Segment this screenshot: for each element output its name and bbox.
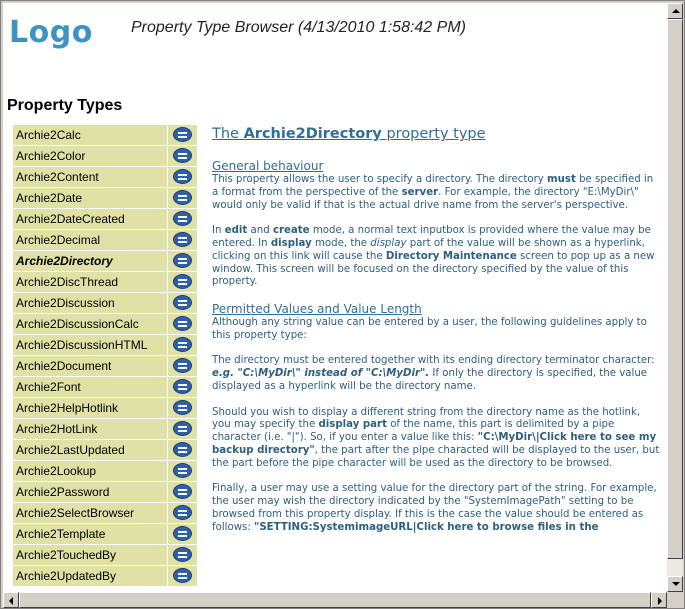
property-type-row — [13, 167, 198, 188]
list-detail-icon[interactable] — [173, 463, 192, 478]
section-heading-general-behaviour: General behaviour — [212, 159, 324, 173]
property-type-link[interactable]: Archie2Date — [13, 188, 167, 208]
general-behaviour-paragraph-2: In edit and create mode, a normal text inputbox is provided where the value may be entered. In display mode, the display part of the value will be shown as a hyperlink, clicking on this link will cause the Directory Maintenance screen to pop up as a new window. This screen will be focused on the directory specified by the value of this property. — [212, 225, 655, 288]
property-type-link[interactable]: Archie2Font — [13, 377, 167, 397]
list-detail-icon[interactable] — [173, 358, 192, 373]
property-type-link[interactable]: Archie2Template — [13, 524, 167, 544]
property-type-row — [13, 482, 198, 503]
property-type-row — [13, 272, 198, 293]
scroll-down-button[interactable] — [667, 576, 683, 592]
list-detail-icon[interactable] — [173, 442, 192, 457]
property-type-row — [13, 230, 198, 251]
property-type-link[interactable]: Archie2DiscussionHTML — [13, 335, 167, 355]
property-type-button-cell — [167, 230, 197, 250]
property-type-link[interactable]: Archie2SelectBrowser — [13, 503, 167, 523]
property-description — [212, 125, 660, 547]
property-type-button-cell — [167, 146, 197, 166]
page-title: Property Type Browser (4/13/2010 1:58:42 PM) — [131, 19, 466, 36]
property-type-button-cell — [167, 398, 197, 418]
property-type-row — [13, 440, 198, 461]
list-detail-icon[interactable] — [173, 274, 192, 289]
property-type-row — [13, 566, 198, 587]
list-detail-icon[interactable] — [173, 148, 192, 163]
list-detail-icon[interactable] — [173, 568, 192, 583]
property-type-button-cell — [167, 314, 197, 334]
general-behaviour-paragraph-1: This property allows the user to specify a directory. The directory must be specified in a format from the perspective of the server. For example, the directory "E:\MyDir\" would only be valid if that is the actual drive name from the server's perspective. — [212, 174, 654, 211]
property-type-row — [13, 335, 198, 356]
property-type-link[interactable]: Archie2Content — [13, 167, 167, 187]
scrollbar-corner — [667, 592, 683, 608]
property-type-row — [13, 314, 198, 335]
scroll-left-button[interactable] — [3, 592, 19, 608]
property-type-row — [13, 377, 198, 398]
property-type-link[interactable]: Archie2Decimal — [13, 230, 167, 250]
permitted-values-paragraph-3: Should you wish to display a different string from the directory name as the hotlink, you may specify the display part of the name, this part is delimited by a pipe character (i.e. "|"). So, if you enter a value like this: "C:\MyDir\|Click here to see my backup directory", the part after the pipe characted will be displayed to the user, but the part before the pipe character will be used as the directory to be browsed. — [212, 406, 660, 469]
list-detail-icon[interactable] — [173, 400, 192, 415]
list-detail-icon[interactable] — [173, 547, 192, 562]
property-type-link[interactable]: Archie2LastUpdated — [13, 440, 167, 460]
property-type-button-cell — [167, 377, 197, 397]
property-type-row — [13, 293, 198, 314]
list-detail-icon[interactable] — [173, 505, 192, 520]
scroll-up-button[interactable] — [667, 3, 683, 19]
property-type-button-cell — [167, 482, 197, 502]
list-detail-icon[interactable] — [173, 379, 192, 394]
arrow-right-icon — [658, 597, 662, 605]
property-type-button-cell — [167, 545, 197, 565]
property-type-link[interactable]: Archie2Lookup — [13, 461, 167, 481]
property-type-button-cell — [167, 167, 197, 187]
property-type-button-cell — [167, 125, 197, 145]
horizontal-scroll-thumb[interactable] — [19, 592, 651, 608]
section-heading-permitted-values: Permitted Values and Value Length — [212, 301, 422, 316]
property-type-button-cell — [167, 188, 197, 208]
list-detail-icon[interactable] — [173, 190, 192, 205]
property-type-row — [13, 125, 198, 146]
property-type-button-cell — [167, 209, 197, 229]
property-type-button-cell — [167, 356, 197, 376]
property-type-button-cell — [167, 272, 197, 292]
property-type-link[interactable]: Archie2DiscThread — [13, 272, 167, 292]
list-detail-icon[interactable] — [173, 232, 192, 247]
property-type-button-cell — [167, 251, 197, 271]
property-type-row — [13, 251, 198, 272]
logo: Logo — [9, 15, 93, 50]
property-type-button-cell — [167, 419, 197, 439]
property-type-row — [13, 398, 198, 419]
list-detail-icon[interactable] — [173, 169, 192, 184]
property-type-button-cell — [167, 461, 197, 481]
property-type-button-cell — [167, 524, 197, 544]
property-type-row — [13, 524, 198, 545]
property-type-link[interactable]: Archie2Discussion — [13, 293, 167, 313]
property-type-button-cell — [167, 566, 197, 586]
arrow-up-icon — [672, 9, 680, 13]
list-detail-icon[interactable] — [173, 295, 192, 310]
permitted-values-paragraph-4: Finally, a user may use a setting value for the directory part of the string. For example, the user may wish the directory indicated by the "SystemImagePath" setting to be browsed from this property display. If this is the case the value should be entered as follows: "SETTING:SystemimageURL|Click here to browse files in the — [212, 483, 657, 533]
vertical-scroll-thumb[interactable] — [667, 19, 683, 559]
property-type-link[interactable]: Archie2Document — [13, 356, 167, 376]
property-type-link[interactable]: Archie2Calc — [13, 125, 167, 145]
property-type-button-cell — [167, 293, 197, 313]
property-type-row — [13, 356, 198, 377]
list-detail-icon[interactable] — [173, 421, 192, 436]
property-type-row — [13, 209, 198, 230]
property-type-row — [13, 545, 198, 566]
list-detail-icon[interactable] — [173, 211, 192, 226]
property-type-row — [13, 461, 198, 482]
property-type-link[interactable]: Archie2HotLink — [13, 419, 167, 439]
property-type-row — [13, 146, 198, 167]
property-type-list — [13, 125, 198, 587]
arrow-left-icon — [9, 597, 13, 605]
property-type-button-cell — [167, 335, 197, 355]
property-type-button-cell — [167, 503, 197, 523]
property-type-link[interactable]: Archie2DateCreated — [13, 209, 167, 229]
property-type-link[interactable]: Archie2Color — [13, 146, 167, 166]
property-type-button-cell — [167, 440, 197, 460]
page-viewport — [3, 3, 667, 592]
property-type-row — [13, 188, 198, 209]
property-type-link[interactable]: Archie2Password — [13, 482, 167, 502]
list-detail-icon[interactable] — [173, 526, 192, 541]
property-type-row — [13, 419, 198, 440]
arrow-down-icon — [672, 582, 680, 586]
description-heading: The Archie2Directory property type — [212, 126, 486, 142]
permitted-values-paragraph-2: The directory must be entered together with its ending directory terminator character: e.g. "C:\MyDir\" instead of "C:\MyDir". If only the directory is specified, the value displayed as a hyperlink will be the directory name. — [212, 355, 655, 392]
property-type-link[interactable]: Archie2UpdatedBy — [13, 566, 167, 586]
horizontal-scrollbar[interactable] — [3, 592, 667, 608]
property-type-link[interactable]: Archie2TouchedBy — [13, 545, 167, 565]
scroll-right-button[interactable] — [651, 592, 667, 608]
list-detail-icon[interactable] — [173, 253, 192, 268]
property-type-row — [13, 503, 198, 524]
property-type-link[interactable]: Archie2DiscussionCalc — [13, 314, 167, 334]
list-detail-icon[interactable] — [173, 127, 192, 142]
property-type-link[interactable]: Archie2HelpHotlink — [13, 398, 167, 418]
property-types-heading: Property Types — [7, 97, 123, 114]
permitted-values-paragraph-1: Although any string value can be entered by a user, the following guidelines apply to this property type: — [212, 316, 647, 341]
list-detail-icon[interactable] — [173, 484, 192, 499]
list-detail-icon[interactable] — [173, 316, 192, 331]
vertical-scrollbar[interactable] — [667, 3, 683, 592]
list-detail-icon[interactable] — [173, 337, 192, 352]
property-type-link[interactable]: Archie2Directory — [13, 251, 167, 271]
